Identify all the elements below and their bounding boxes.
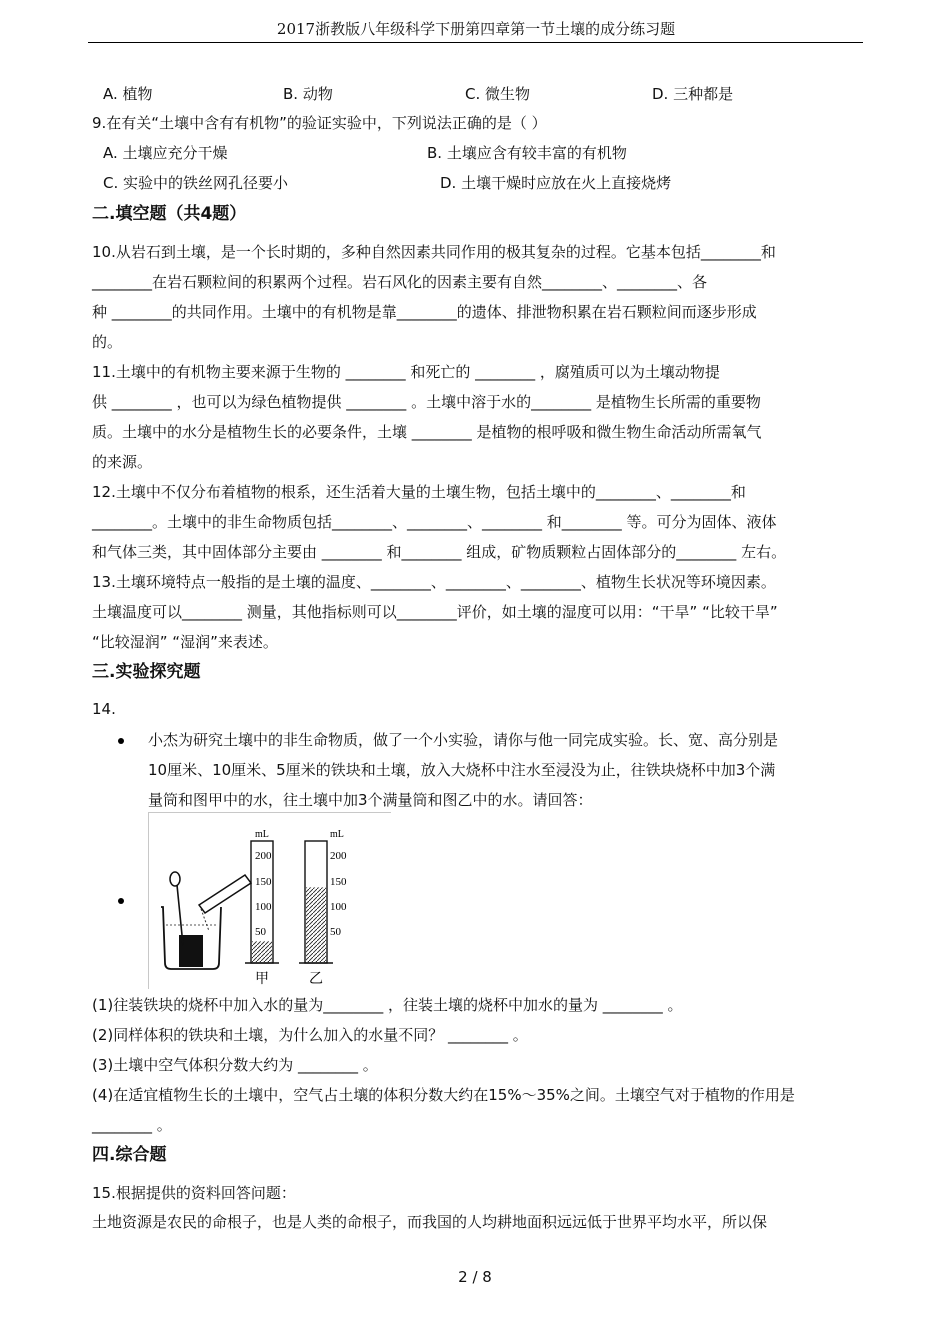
q15-text: 土地资源是农民的命根子，也是人类的命根子，而我国的人均耕地面积远远低于世界平均水平，所以保	[92, 1213, 768, 1231]
unit-label: mL	[255, 829, 269, 840]
pouring-tube-icon	[199, 875, 251, 931]
q10-line-1: 10.从岩石到土壤，是一个长时期的，多种自然因素共同作用的极其复杂的过程。它基本包括________和	[92, 243, 776, 261]
cylinder-jia-scale	[255, 829, 272, 938]
section-3-title: 三.实验探究题	[92, 662, 201, 682]
q14-sub-4-cont: ________ 。	[92, 1116, 172, 1134]
q8-option-d: D. 三种都是	[652, 85, 734, 103]
q8-option-a: A. 植物	[103, 85, 153, 103]
tick-label: 50	[330, 926, 341, 938]
page-header-title: 2017浙教版八年级科学下册第四章第一节土壤的成分练习题	[276, 20, 676, 38]
tick-label: 50	[255, 926, 266, 938]
q12-line-3: 和气体三类，其中固体部分主要由 ________ 和________ 组成，矿物质颗粒占固体部分的________ 左右。	[92, 543, 787, 561]
q15-stem: 15.根据提供的资料回答问题：	[92, 1184, 296, 1202]
q11-line-4: 的来源。	[92, 453, 153, 471]
q13-line-2: 土壤温度可以________ 测量，其他指标则可以________评价，如土壤的湿度可以用：“干旱” “比较干旱”	[92, 603, 778, 621]
q13-line-3: “比较湿润” “湿润”来表述。	[92, 633, 278, 651]
tick-label: 100	[255, 901, 272, 913]
q8-option-c: C. 微生物	[465, 85, 531, 103]
cylinder-jia-water-level	[252, 941, 272, 962]
beaker-and-cylinders-diagram	[149, 813, 391, 989]
q12-line-1: 12.土壤中不仅分布着植物的根系，还生活着大量的土壤生物，包括土壤中的________、________和	[92, 483, 746, 501]
q11-line-3: 质。土壤中的水分是植物生长的必要条件，土壤 ________ 是植物的根呼吸和微生物生命活动所需氧气	[92, 423, 762, 441]
q14-sub-4: (4)在适宜植物生长的土壤中，空气占土壤的体积分数大约在15%～35%之间。土壤空气对于植物的作用是	[92, 1086, 795, 1104]
tick-label: 150	[330, 876, 347, 888]
section-2-title: 二.填空题（共4题）	[92, 204, 247, 224]
experiment-figure	[148, 812, 391, 989]
tick-label: 200	[255, 850, 272, 862]
q14-sub-3: (3)土壤中空气体积分数大约为 ________ 。	[92, 1056, 378, 1074]
q10-line-3: 种 ________的共同作用。土壤中的有机物是靠________的遗体、排泄物积累在岩石颗粒间而逐步形成	[92, 303, 757, 321]
cylinder-yi-water-level	[306, 887, 326, 962]
q14-intro-line-3: 量筒和图甲中的水，往土壤中加3个满量筒和图乙中的水。请回答：	[148, 791, 593, 809]
q9-option-d: D. 土壤干燥时应放在火上直接烧烤	[440, 174, 672, 192]
q8-option-b: B. 动物	[283, 85, 333, 103]
tick-label: 100	[330, 901, 347, 913]
q14-intro-line-1: 小杰为研究土壤中的非生命物质，做了一个小实验，请你与他一同完成实验。长、宽、高分别是	[148, 731, 779, 749]
q11-line-1: 11.土壤中的有机物主要来源于生物的 ________ 和死亡的 ________ ，腐殖质可以为土壤动物提	[92, 363, 720, 381]
q14-sub-1: (1)往装铁块的烧杯中加入水的量为________ ，往装土壤的烧杯中加水的量为 ________ 。	[92, 996, 683, 1014]
bullet-icon	[118, 738, 124, 744]
tick-label: 150	[255, 876, 272, 888]
unit-label: mL	[330, 829, 344, 840]
header-rule	[88, 42, 863, 43]
label-jia: 甲	[255, 971, 269, 987]
q12-line-2: ________。土壤中的非生命物质包括________、________、________ 和________ 等。可分为固体、液体	[92, 513, 777, 531]
q9-option-c: C. 实验中的铁丝网孔径要小	[103, 174, 289, 192]
q10-line-2: ________在岩石颗粒间的积累两个过程。岩石风化的因素主要有自然________、________、各	[92, 273, 708, 291]
q9-option-b: B. 土壤应含有较丰富的有机物	[427, 144, 627, 162]
label-yi: 乙	[309, 971, 323, 987]
cylinder-yi-icon	[299, 841, 333, 963]
glass-rod-icon	[170, 872, 183, 945]
q14-number: 14.	[92, 700, 116, 718]
q14-intro-line-2: 10厘米、10厘米、5厘米的铁块和土壤，放入大烧杯中注水至浸没为止，往铁块烧杯中加3个满	[148, 761, 776, 779]
q11-line-2: 供 ________ ，也可以为绿色植物提供 ________ 。土壤中溶于水的________ 是植物生长所需的重要物	[92, 393, 761, 411]
q9-option-a: A. 土壤应充分干燥	[103, 144, 228, 162]
section-4-title: 四.综合题	[92, 1145, 167, 1165]
cylinder-yi-scale	[330, 829, 347, 938]
q13-line-1: 13.土壤环境特点一般指的是土壤的温度、________、________、________、植物生长状况等环境因素。	[92, 573, 776, 591]
bullet-icon	[118, 898, 124, 904]
q9-stem: 9.在有关“土壤中含有有机物”的验证实验中，下列说法正确的是（ ）	[92, 114, 547, 132]
q10-line-4: 的。	[92, 333, 123, 351]
page-number: 2 / 8	[458, 1268, 492, 1286]
tick-label: 200	[330, 850, 347, 862]
q14-sub-2: (2)同样体积的铁块和土壤，为什么加入的水量不同？ ________ 。	[92, 1026, 528, 1044]
